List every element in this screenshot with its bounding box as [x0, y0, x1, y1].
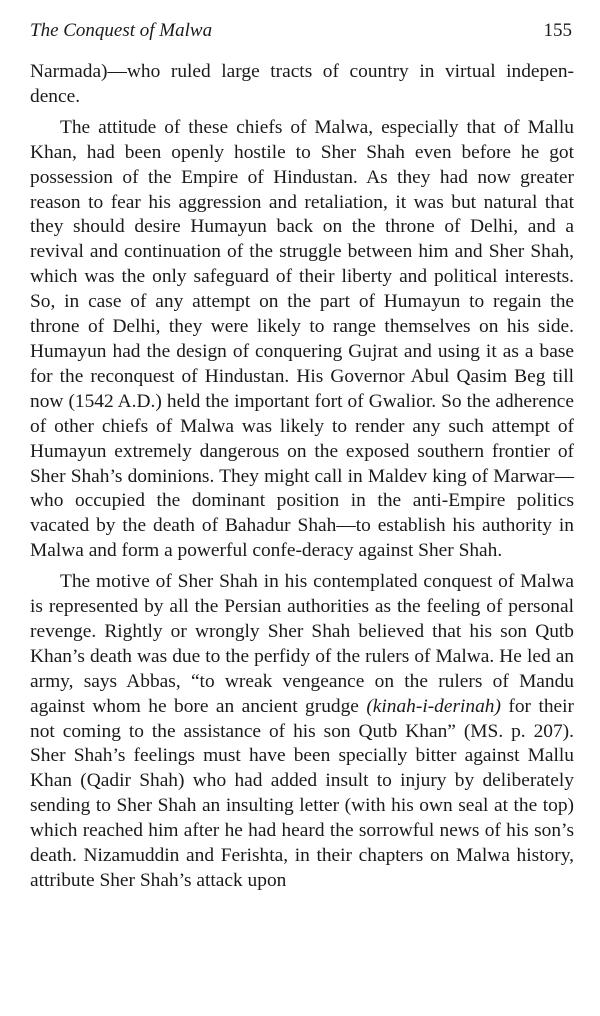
- book-page: [30, 18, 574, 894]
- paragraph-text-after-italic: for their not coming to the assistance of his son Qutb Khan” (MS. p. 207). Sher Shah’s feelings must have been specially bitter against Mallu Khan (Qadir Shah) who had added insult to injury by deliberately sending to Sher Shah an insulting letter (with his own seal at the top) which reached him after he had heard the sorrowful news of his son’s death. Nizamuddin and Ferishta, in their chapters on Malwa history, attribute Sher Shah’s attack upon: [30, 695, 574, 891]
- paragraph-text-before-italic: The motive of Sher Shah in his contemplated conquest of Malwa is represented by all the Persian authorities as the feeling of personal revenge. Rightly or wrongly Sher Shah believed that his son Qutb Khan’s death was due to the perfidy of the rulers of Malwa. He led an army, says Abbas, “to wreak vengeance on the rulers of Mandu against whom he bore an ancient grudge: [30, 571, 574, 717]
- italic-persian-term: (kinah-i-derinah): [366, 695, 501, 717]
- page-number: 155: [543, 20, 572, 41]
- paragraph-attitude-of-chiefs: The attitude of these chiefs of Malwa, especially that of Mallu Khan, had been openly hostile to Sher Shah even before he got possession of the Empire of Hindustan. As they had now greater reason to fear his aggression and retaliation, it was but natural that they should desire Humayun back on the throne of Delhi, and a revival and continuation of the struggle between him and Sher Shah, which was the only safeguard of their liberty and political interests. So, in case of any attempt on the part of Humayun to regain the throne of Delhi, they were likely to range themselves on his side. Humayun had the design of conquering Gujrat and using it as a base for the reconquest of Hindustan. His Governor Abul Qasim Beg till now (1542 A.D.) held the important fort of Gwalior. So the adherence of other chiefs of Malwa was likely to render any such attempt of Humayun extremely dangerous on the exposed southern frontier of Sher Shah’s dominions. They might call in Maldev king of Marwar—who occupied the dominant position in the anti-Empire politics vacated by the death of Bahadur Shah—to establish his authority in Malwa and form a powerful confe-deracy against Sher Shah.: [30, 116, 574, 562]
- paragraph-motive-of-sher-shah: [30, 570, 574, 894]
- body-text: [30, 60, 574, 894]
- running-title: The Conquest of Malwa: [30, 20, 213, 41]
- running-head: [30, 18, 574, 44]
- paragraph-continuation: Narmada)—who ruled large tracts of country in virtual indepen-dence.: [30, 61, 574, 107]
